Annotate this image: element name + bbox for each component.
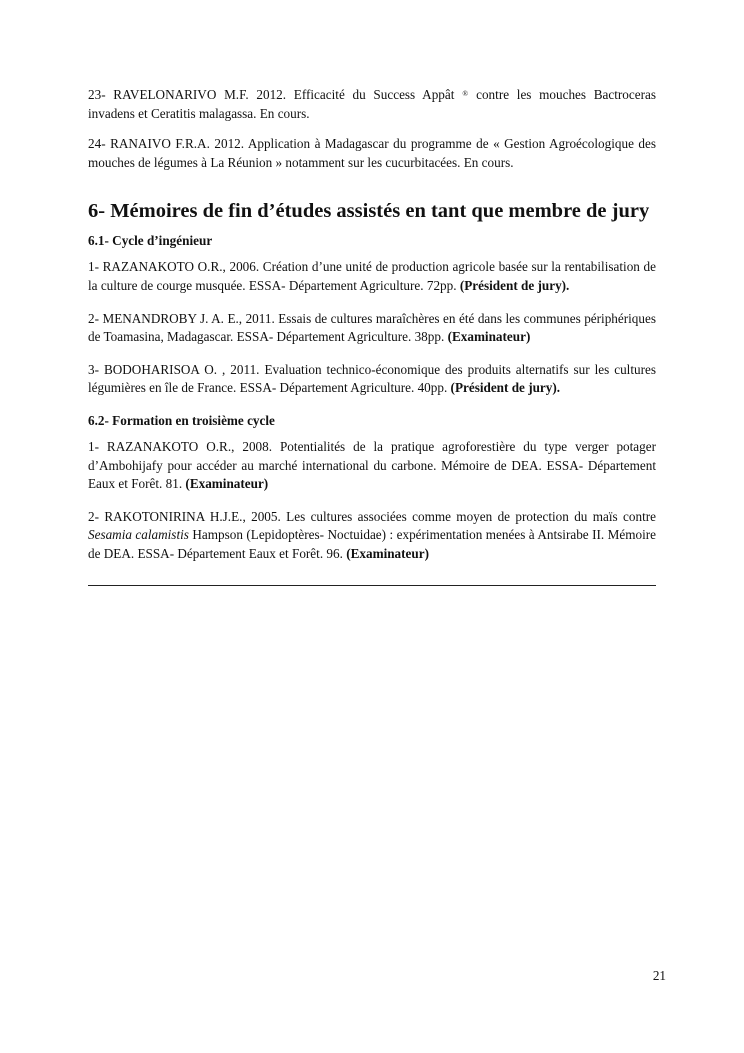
list-item [88,258,656,295]
entry-23-text: 23- RAVELONARIVO M.F. 2012. Efficacité du Success Appât [88,87,455,102]
section-title: 6- Mémoires de fin d’études assistés en tant que membre de jury [88,200,650,223]
entry-23 [88,86,656,123]
list-item [88,438,656,494]
list-item-text: 2- MENANDROBY J. A. E., 2011. Essais de cultures maraîchères en été dans les communes périphériques de Toamasina, Madagascar. ESSA- Département Agriculture. 38pp. [88,310,656,345]
jury-role: (Président de jury). [450,380,561,396]
subsection-title-third-cycle: 6.2- Formation en troisième cycle [88,412,275,428]
page-number: 21 [652,968,666,983]
species-name: Sesamia calamistis [88,527,189,543]
list-item [88,361,656,398]
list-item-text: 1- RAZANAKOTO O.R., 2008. Potentialités de la pratique agroforestière du type verger potager d’Ambohijafy pour accéder au marché international du carbone. Mémoire de DEA. ESSA- Département Eaux et Forêt. 81. [88,438,656,492]
entry-24-text: 24- RANAIVO F.R.A. 2012. Application à Madagascar du programme de « Gestion Agroécologique des mouches de légumes à La Réunion » notamment sur les cucurbitacées. En cours. [88,136,656,170]
jury-role: (Président de jury). [459,277,570,293]
document-page [88,86,656,586]
registered-mark: ® [462,89,469,98]
list-item [88,508,656,564]
jury-role: (Examinateur) [447,329,531,345]
list-item-text: 1- RAZANAKOTO O.R., 2006. Création d’une unité de production agricole basée sur la rentabilisation de la culture de courge musquée. ESSA- Département Agriculture. 72pp. [88,259,656,293]
jury-role: (Examinateur) [185,476,269,492]
horizontal-rule [88,585,656,586]
jury-role: (Examinateur) [346,545,429,561]
subsection-title-engineer: 6.1- Cycle d’ingénieur [88,233,213,249]
entry-23-text-continued: contre les mouches Bactroceras invadens et Ceratitis malagassa. En cours. [88,87,656,121]
list-item-text: 3- BODOHARISOA O. , 2011. Evaluation technico-économique des produits alternatifs sur les cultures légumières en île de France. ESSA- Département Agriculture. 40pp. [88,361,656,396]
list-item-text: 2- RAKOTONIRINA H.J.E., 2005. Les cultures associées comme moyen de protection du maïs contre [88,508,656,524]
entry-24 [88,135,656,172]
list-item [88,310,656,347]
list-item-text-continued: Hampson (Lepidoptères- Noctuidae) : expérimentation menées à Antsirabe II. Mémoire de DEA. ESSA- Département Eaux et Forêt. 96. [88,527,656,561]
